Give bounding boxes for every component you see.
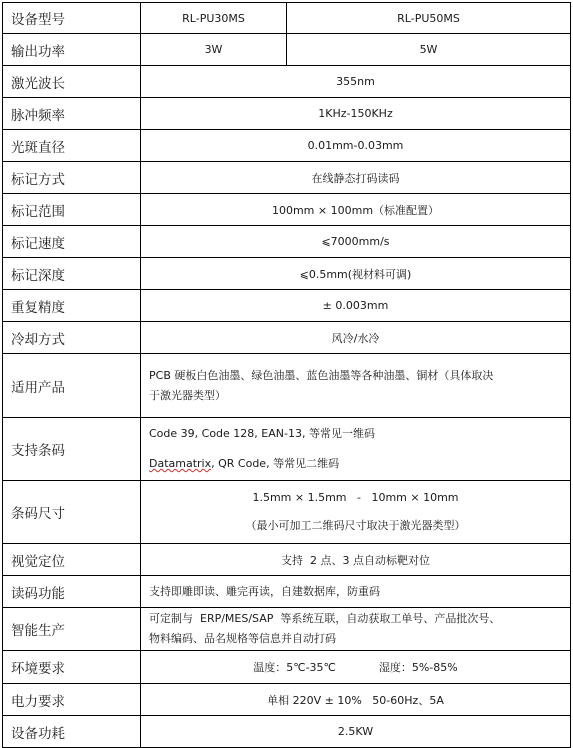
table-row: [3, 544, 571, 576]
table-row: [3, 481, 571, 544]
table-row: [3, 290, 571, 322]
row-label: 电力要求: [3, 684, 141, 716]
row-label: 标记速度: [3, 226, 141, 258]
table-row: [3, 130, 571, 162]
table-row: [3, 576, 571, 608]
table-row: [3, 651, 571, 684]
row-label: 标记范围: [3, 194, 141, 226]
row-label: 标记深度: [3, 258, 141, 290]
row-label: 标记方式: [3, 162, 141, 194]
row-value: 风冷/水冷: [141, 322, 571, 354]
row-label: 重复精度: [3, 290, 141, 322]
row-value: ⩽7000mm/s: [141, 226, 571, 258]
products-line-2: 于激光器类型）: [149, 388, 226, 402]
row-value: 单相 220V ± 10% 50-60Hz、5A: [141, 684, 571, 716]
table-row: [3, 322, 571, 354]
table-row: [3, 162, 571, 194]
row-value: 355nm: [141, 66, 571, 98]
table-row: [3, 226, 571, 258]
row-value: 100mm × 100mm（标准配置）: [141, 194, 571, 226]
table-row: [3, 34, 571, 66]
row-label: 设备功耗: [3, 716, 141, 748]
size-line-2: （最小可加工二维码尺寸取决于激光器类型）: [245, 519, 466, 532]
barcode-line-2-rest: , QR Code, 等常见二维码: [211, 457, 340, 470]
env-temperature: 温度：5℃-35℃: [253, 661, 336, 674]
spec-table: [2, 2, 571, 748]
power-a: 3W: [141, 34, 287, 66]
barcode-line-1: Code 39, Code 128, EAN-13, 等常见一维码: [149, 427, 375, 440]
row-value: [141, 354, 571, 418]
model-b: RL-PU50MS: [287, 3, 571, 34]
row-label: 支持条码: [3, 418, 141, 481]
row-label: 光斑直径: [3, 130, 141, 162]
row-label: 条码尺寸: [3, 481, 141, 544]
row-label: 脉冲频率: [3, 98, 141, 130]
table-row: [3, 66, 571, 98]
table-row: [3, 354, 571, 418]
smart-line-1: 可定制与 ERP/MES/SAP 等系统互联，自动获取工单号、产品批次号、: [149, 612, 501, 625]
row-value: 支持 2 点、3 点自动标靶对位: [141, 544, 571, 576]
row-label: 激光波长: [3, 66, 141, 98]
table-row: [3, 258, 571, 290]
table-row: [3, 98, 571, 130]
row-label: 视觉定位: [3, 544, 141, 576]
table-row: [3, 684, 571, 716]
barcode-line-2: [149, 454, 562, 474]
model-a: RL-PU30MS: [141, 3, 287, 34]
row-value: 在线静态打码读码: [141, 162, 571, 194]
datamatrix-text: Datamatrix: [149, 457, 212, 470]
row-value: 支持即雕即读、雕完再读，自建数据库，防重码: [141, 576, 571, 608]
row-label: 冷却方式: [3, 322, 141, 354]
smart-line-2: 物料编码、品名规格等信息并自动打码: [149, 632, 336, 645]
table-row: [3, 608, 571, 651]
table-row: [3, 418, 571, 481]
row-value: 2.5KW: [141, 716, 571, 748]
row-value: [141, 608, 571, 651]
size-line-1: 1.5mm × 1.5mm - 10mm × 10mm: [252, 491, 459, 504]
row-label: 适用产品: [3, 354, 141, 418]
row-value: ⩽0.5mm(视材料可调): [141, 258, 571, 290]
row-value: ± 0.003mm: [141, 290, 571, 322]
row-value: 1KHz-150KHz: [141, 98, 571, 130]
row-label: 读码功能: [3, 576, 141, 608]
table-row: [3, 194, 571, 226]
row-value: [141, 481, 571, 544]
row-value: [141, 418, 571, 481]
row-label: 输出功率: [3, 34, 141, 66]
row-value: [141, 651, 571, 684]
row-label: 环境要求: [3, 651, 141, 684]
power-b: 5W: [287, 34, 571, 66]
row-label: 智能生产: [3, 608, 141, 651]
table-row: [3, 716, 571, 748]
products-line-1: PCB 硬板白色油墨、绿色油墨、蓝色油墨等各种油墨、铜材（具体取决: [149, 368, 494, 382]
row-value: 0.01mm-0.03mm: [141, 130, 571, 162]
table-row: [3, 3, 571, 34]
env-humidity: 湿度：5%-85%: [378, 661, 458, 674]
row-label: 设备型号: [3, 3, 141, 34]
